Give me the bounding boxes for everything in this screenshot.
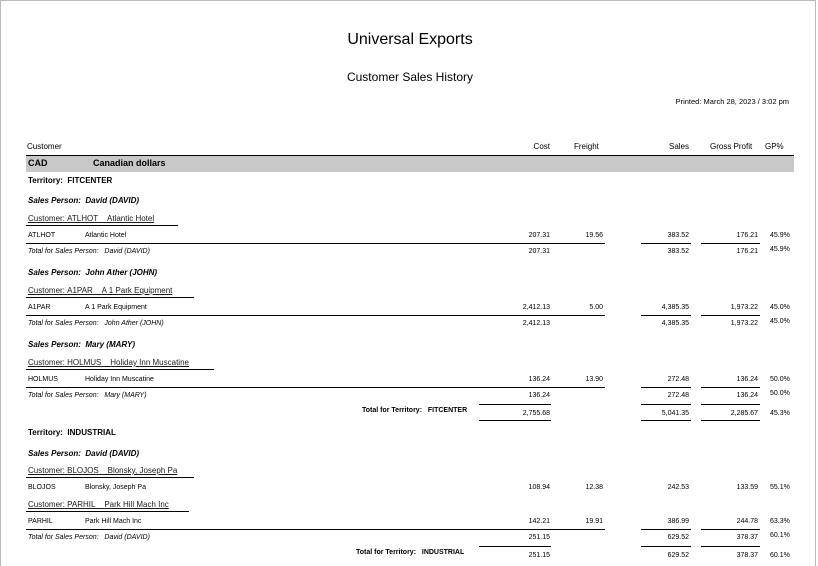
row-gp-percent: 63.3% bbox=[770, 518, 790, 525]
total-gp-percent: 60.1% bbox=[770, 532, 790, 539]
territory-total-label bbox=[362, 407, 467, 414]
salesperson-name: John Ather (JOHN) bbox=[85, 268, 158, 277]
gp-total-rule bbox=[701, 529, 760, 530]
territory-total-underline bbox=[479, 420, 551, 421]
row-cost: 2,412.13 bbox=[522, 304, 550, 311]
row-gp-percent: 55.1% bbox=[770, 484, 790, 491]
territory-total-text: Total for Territory: bbox=[362, 407, 423, 414]
salesperson-total-label bbox=[28, 248, 150, 255]
territory-total-rule bbox=[479, 404, 551, 405]
total-gp-percent: 45.0% bbox=[770, 318, 790, 325]
salesperson-name: Mary (MARY) bbox=[85, 340, 136, 349]
territory-total-sales: 5,041.35 bbox=[661, 410, 689, 417]
customer-name: Blonsky, Joseph Pa bbox=[107, 466, 178, 475]
customer-heading bbox=[28, 500, 169, 509]
row-cost: 136.24 bbox=[528, 376, 550, 383]
row-gross-profit: 176.21 bbox=[736, 232, 758, 239]
customer-underline bbox=[26, 297, 194, 298]
territory-heading bbox=[28, 176, 112, 185]
territory-gp-rule bbox=[701, 404, 760, 405]
territory-name: INDUSTRIAL bbox=[67, 428, 116, 437]
gp-total-rule bbox=[701, 243, 760, 244]
total-name: David (DAVID) bbox=[104, 534, 150, 541]
row-gross-profit: 1,973.22 bbox=[730, 304, 758, 311]
row-code: BLOJOS bbox=[28, 484, 56, 491]
territory-sales-rule bbox=[641, 404, 691, 405]
row-freight: 5.00 bbox=[589, 304, 603, 311]
row-sales: 386.99 bbox=[667, 518, 689, 525]
total-gross-profit: 1,973.22 bbox=[730, 320, 758, 327]
salesperson-total-label bbox=[28, 534, 150, 541]
salesperson-label: Sales Person: bbox=[28, 268, 81, 277]
territory-total-gross-profit: 2,285.67 bbox=[730, 410, 758, 417]
row-freight: 13.90 bbox=[585, 376, 603, 383]
total-label: Total for Sales Person: bbox=[28, 248, 99, 255]
total-name: Mary (MARY) bbox=[104, 392, 147, 399]
row-freight: 19.56 bbox=[585, 232, 603, 239]
row-name: Park Hill Mach Inc bbox=[85, 518, 142, 525]
total-cost: 2,412.13 bbox=[522, 320, 550, 327]
customer-code: BLOJOS bbox=[67, 466, 99, 475]
total-sales: 629.52 bbox=[667, 534, 689, 541]
col-header-cost: Cost bbox=[533, 142, 550, 151]
gp-total-rule bbox=[701, 315, 760, 316]
sales-total-rule bbox=[641, 529, 691, 530]
salesperson-total-rule bbox=[26, 529, 605, 530]
sales-total-rule bbox=[641, 243, 691, 244]
customer-label: Customer: bbox=[28, 286, 65, 295]
total-cost: 136.24 bbox=[528, 392, 550, 399]
row-sales: 4,385.35 bbox=[661, 304, 689, 311]
row-name: Atlantic Hotel bbox=[85, 232, 127, 239]
currency-code: CAD bbox=[28, 158, 48, 168]
territory-total-gp-percent: 45.3% bbox=[770, 410, 790, 417]
col-header-sales: Sales bbox=[668, 142, 689, 151]
row-name: Holiday Inn Muscatine bbox=[85, 376, 154, 383]
customer-heading bbox=[28, 466, 177, 475]
customer-heading bbox=[28, 214, 154, 223]
col-header-freight: Freight bbox=[574, 142, 599, 151]
salesperson-heading bbox=[28, 196, 139, 205]
total-sales: 4,385.35 bbox=[661, 320, 689, 327]
total-gross-profit: 176.21 bbox=[736, 248, 758, 255]
total-sales: 383.52 bbox=[667, 248, 689, 255]
col-header-gross-profit: Gross Profit bbox=[710, 142, 753, 151]
customer-code: ATLHOT bbox=[67, 214, 99, 223]
row-cost: 142.21 bbox=[528, 518, 550, 525]
territory-gp-rule bbox=[701, 546, 760, 547]
total-name: David (DAVID) bbox=[104, 248, 150, 255]
territory-total-text: Total for Territory: bbox=[356, 549, 417, 556]
customer-name: A 1 Park Equipment bbox=[101, 286, 173, 295]
total-label: Total for Sales Person: bbox=[28, 534, 99, 541]
territory-sales-underline bbox=[641, 420, 691, 421]
customer-code: HOLMUS bbox=[67, 358, 102, 367]
salesperson-label: Sales Person: bbox=[28, 196, 81, 205]
salesperson-heading bbox=[28, 268, 157, 277]
row-cost: 108.94 bbox=[528, 484, 550, 491]
customer-underline bbox=[26, 511, 189, 512]
row-freight: 12.38 bbox=[585, 484, 603, 491]
salesperson-total-rule bbox=[26, 387, 605, 388]
customer-label: Customer: bbox=[28, 358, 65, 367]
sales-total-rule bbox=[641, 315, 691, 316]
row-name: A 1 Park Equipment bbox=[85, 304, 147, 311]
printed-timestamp: Printed: March 28, 2023 / 3:02 pm bbox=[675, 97, 789, 106]
total-label: Total for Sales Person: bbox=[28, 320, 99, 327]
total-cost: 207.31 bbox=[528, 248, 550, 255]
salesperson-total-rule bbox=[26, 243, 605, 244]
row-code: A1PAR bbox=[28, 304, 51, 311]
salesperson-heading bbox=[28, 449, 139, 458]
row-sales: 242.53 bbox=[667, 484, 689, 491]
territory-heading bbox=[28, 428, 116, 437]
total-gross-profit: 378.37 bbox=[736, 534, 758, 541]
customer-label: Customer: bbox=[28, 466, 65, 475]
territory-label: Territory: bbox=[28, 176, 63, 185]
total-gp-percent: 50.0% bbox=[770, 390, 790, 397]
territory-name: FITCENTER bbox=[67, 176, 113, 185]
customer-name: Atlantic Hotel bbox=[107, 214, 155, 223]
customer-underline bbox=[26, 477, 194, 478]
territory-total-gross-profit: 378.37 bbox=[736, 552, 758, 559]
territory-total-rule bbox=[479, 546, 551, 547]
customer-label: Customer: bbox=[28, 500, 65, 509]
salesperson-name: David (DAVID) bbox=[85, 196, 140, 205]
territory-label: Territory: bbox=[28, 428, 63, 437]
territory-total-name: FITCENTER bbox=[427, 407, 468, 414]
customer-label: Customer: bbox=[28, 214, 65, 223]
total-sales: 272.48 bbox=[667, 392, 689, 399]
col-header-gp-percent: GP% bbox=[765, 142, 784, 151]
row-gross-profit: 133.59 bbox=[736, 484, 758, 491]
row-code: PARHIL bbox=[28, 518, 53, 525]
row-name: Blonsky, Joseph Pa bbox=[85, 484, 146, 491]
total-name: John Ather (JOHN) bbox=[104, 320, 164, 327]
salesperson-heading bbox=[28, 340, 135, 349]
salesperson-total-label bbox=[28, 392, 147, 399]
row-gp-percent: 45.9% bbox=[770, 232, 790, 239]
customer-name: Park Hill Mach Inc bbox=[104, 500, 169, 509]
row-gross-profit: 244.78 bbox=[736, 518, 758, 525]
customer-underline bbox=[26, 369, 214, 370]
customer-code: PARHIL bbox=[67, 500, 96, 509]
salesperson-name: David (DAVID) bbox=[85, 449, 140, 458]
territory-total-gp-percent: 60.1% bbox=[770, 552, 790, 559]
territory-total-cost: 251.15 bbox=[528, 552, 550, 559]
customer-heading bbox=[28, 286, 172, 295]
row-code: HOLMUS bbox=[28, 376, 58, 383]
salesperson-label: Sales Person: bbox=[28, 340, 81, 349]
territory-total-name: INDUSTRIAL bbox=[421, 549, 465, 556]
row-code: ATLHOT bbox=[28, 232, 56, 239]
row-freight: 19.91 bbox=[585, 518, 603, 525]
row-sales: 383.52 bbox=[667, 232, 689, 239]
currency-name: Canadian dollars bbox=[93, 158, 166, 168]
row-gross-profit: 136.24 bbox=[736, 376, 758, 383]
gp-total-rule bbox=[701, 387, 760, 388]
total-gross-profit: 136.24 bbox=[736, 392, 758, 399]
customer-name: Holiday Inn Muscatine bbox=[110, 358, 189, 367]
col-header-customer: Customer bbox=[27, 142, 62, 151]
row-cost: 207.31 bbox=[528, 232, 550, 239]
total-cost: 251.15 bbox=[528, 534, 550, 541]
row-gp-percent: 45.0% bbox=[770, 304, 790, 311]
customer-heading bbox=[28, 358, 189, 367]
salesperson-total-rule bbox=[26, 315, 605, 316]
territory-total-sales: 629.52 bbox=[667, 552, 689, 559]
report-title: Universal Exports bbox=[347, 31, 473, 48]
territory-total-label bbox=[356, 549, 464, 556]
territory-gp-underline bbox=[701, 420, 760, 421]
row-sales: 272.48 bbox=[667, 376, 689, 383]
total-label: Total for Sales Person: bbox=[28, 392, 99, 399]
salesperson-total-label bbox=[28, 320, 164, 327]
row-gp-percent: 50.0% bbox=[770, 376, 790, 383]
customer-underline bbox=[26, 225, 178, 226]
territory-sales-rule bbox=[641, 546, 691, 547]
customer-code: A1PAR bbox=[67, 286, 93, 295]
total-gp-percent: 45.9% bbox=[770, 246, 790, 253]
sales-total-rule bbox=[641, 387, 691, 388]
salesperson-label: Sales Person: bbox=[28, 449, 81, 458]
report-subtitle: Customer Sales History bbox=[346, 70, 474, 84]
territory-total-cost: 2,755.68 bbox=[522, 410, 550, 417]
